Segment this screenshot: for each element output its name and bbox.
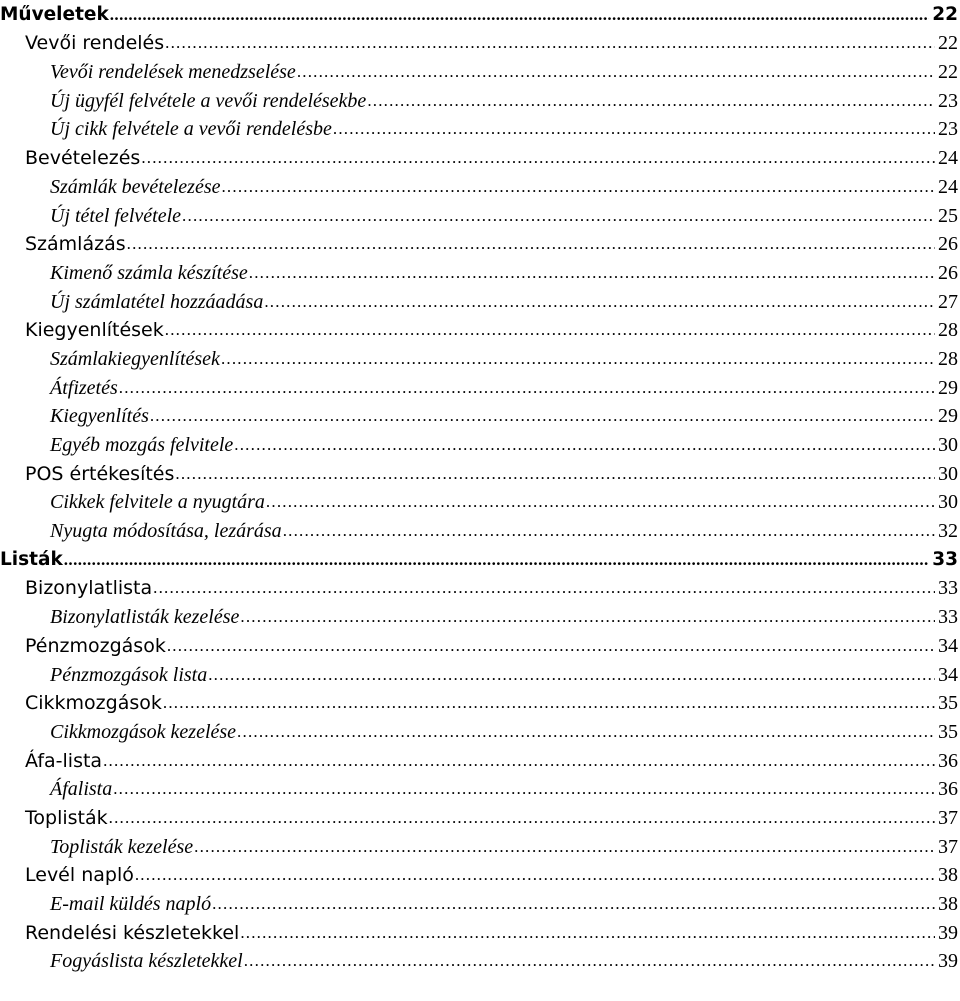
toc-page-number: 37 (938, 835, 958, 858)
toc-entry-title: Vevői rendelések menedzselése (50, 61, 296, 84)
toc-dot-leader (153, 574, 935, 602)
toc-page-number: 30 (938, 462, 958, 485)
toc-dot-leader (212, 890, 935, 918)
toc-entry-title: Számlák bevételezése (50, 175, 221, 198)
toc-page-number: 39 (938, 921, 958, 944)
toc-chapter-entry[interactable] (0, 574, 960, 603)
toc-subsection-entry[interactable] (0, 832, 960, 861)
toc-dot-leader (367, 87, 935, 115)
toc-dot-leader (150, 402, 935, 430)
toc-dot-leader (333, 115, 935, 143)
toc-dot-leader (182, 202, 935, 230)
toc-subsection-entry[interactable] (0, 660, 960, 689)
toc-entry-title: Listák (0, 548, 63, 570)
toc-page-number: 29 (938, 376, 958, 399)
toc-dot-leader (249, 259, 935, 287)
toc-section-entry[interactable] (0, 0, 960, 29)
toc-subsection-entry[interactable] (0, 602, 960, 631)
toc-page-number: 35 (938, 692, 958, 715)
toc-chapter-entry[interactable] (0, 459, 960, 488)
toc-page-number: 26 (938, 261, 958, 284)
toc-dot-leader (127, 230, 935, 258)
toc-chapter-entry[interactable] (0, 689, 960, 718)
toc-dot-leader (109, 804, 935, 832)
toc-subsection-entry[interactable] (0, 287, 960, 316)
toc-dot-leader (208, 661, 935, 689)
toc-page-number: 34 (938, 634, 958, 657)
toc-page-number: 37 (938, 806, 958, 829)
toc-entry-title: Toplisták (25, 806, 108, 829)
toc-dot-leader (113, 775, 935, 803)
toc-entry-title: Számlakiegyenlítések (50, 347, 220, 370)
toc-dot-leader (110, 1, 929, 29)
toc-page-number: 26 (938, 233, 958, 256)
toc-entry-title: Műveletek (0, 3, 109, 25)
toc-entry-title: Rendelési készletekkel (25, 921, 240, 944)
toc-entry-title: Áfa-lista (25, 749, 103, 772)
toc-entry-title: Új ügyfél felvétele a vevői rendelésekbe (50, 89, 367, 112)
toc-entry-title: Kimenő számla készítése (50, 261, 248, 284)
toc-subsection-entry[interactable] (0, 430, 960, 459)
toc-dot-leader (194, 833, 935, 861)
toc-page-number: 22 (938, 61, 958, 84)
toc-dot-leader (240, 603, 935, 631)
toc-subsection-entry[interactable] (0, 373, 960, 402)
toc-page-number: 39 (938, 950, 958, 973)
toc-subsection-entry[interactable] (0, 516, 960, 545)
toc-entry-title: Cikkmozgások (25, 692, 162, 715)
toc-entry-title: Toplisták kezelése (50, 835, 194, 858)
toc-chapter-entry[interactable] (0, 746, 960, 775)
toc-entry-title: Pénzmozgások (25, 634, 166, 657)
toc-entry-title: Áfalista (50, 778, 113, 801)
toc-page-number: 36 (938, 749, 958, 772)
toc-dot-leader (141, 144, 935, 172)
toc-entry-title: Bevételezés (25, 147, 141, 170)
toc-subsection-entry[interactable] (0, 172, 960, 201)
toc-subsection-entry[interactable] (0, 115, 960, 144)
toc-dot-leader (297, 58, 935, 86)
toc-chapter-entry[interactable] (0, 803, 960, 832)
toc-entry-title: POS értékesítés (25, 462, 175, 485)
toc-entry-title: Levél napló (25, 864, 134, 887)
toc-page-number: 38 (938, 893, 958, 915)
toc-dot-leader (283, 517, 935, 545)
toc-dot-leader (64, 546, 929, 574)
toc-entry-title: Cikkek felvitele a nyugtára (50, 491, 265, 514)
toc-page-number: 33 (938, 577, 958, 600)
toc-chapter-entry[interactable] (0, 918, 960, 947)
toc-dot-leader (264, 288, 935, 316)
toc-page-number: 30 (938, 434, 958, 456)
toc-page-number: 27 (938, 290, 958, 313)
toc-page-number: 24 (938, 175, 958, 198)
toc-chapter-entry[interactable] (0, 29, 960, 58)
toc-subsection-entry[interactable] (0, 488, 960, 517)
toc-dot-leader (163, 689, 935, 717)
toc-subsection-entry[interactable] (0, 402, 960, 431)
toc-entry-title: Új számlatétel hozzáadása (50, 290, 264, 313)
toc-dot-leader (165, 316, 935, 344)
toc-page-number: 23 (938, 118, 958, 141)
toc-subsection-entry[interactable] (0, 947, 960, 976)
toc-chapter-entry[interactable] (0, 230, 960, 259)
toc-dot-leader (165, 29, 935, 57)
toc-page-number: 34 (938, 663, 958, 686)
toc-chapter-entry[interactable] (0, 316, 960, 345)
toc-dot-leader (266, 488, 935, 516)
toc-page-number: 33 (938, 606, 958, 629)
toc-chapter-entry[interactable] (0, 861, 960, 890)
toc-entry-title: Pénzmozgások lista (50, 663, 208, 686)
toc-page-number: 25 (938, 204, 958, 227)
toc-entry-title: Kiegyenlítések (25, 319, 164, 342)
toc-dot-leader (119, 374, 935, 402)
toc-entry-title: Új tétel felvétele (50, 204, 182, 227)
toc-subsection-entry[interactable] (0, 86, 960, 115)
toc-entry-title: Egyéb mozgás felvitele (50, 434, 234, 456)
toc-dot-leader (135, 861, 935, 889)
toc-dot-leader (234, 431, 935, 459)
toc-dot-leader (244, 947, 935, 975)
toc-entry-title: Bizonylatlisták kezelése (50, 606, 240, 629)
toc-subsection-entry[interactable] (0, 258, 960, 287)
toc-entry-title: Vevői rendelés (25, 32, 165, 55)
toc-page-number: 30 (938, 491, 958, 514)
toc-page-number: 35 (938, 720, 958, 743)
toc-subsection-entry[interactable] (0, 717, 960, 746)
toc-dot-leader (103, 747, 935, 775)
toc-entry-title: E-mail küldés napló (50, 893, 212, 915)
toc-dot-leader (240, 919, 935, 947)
toc-entry-title: Nyugta módosítása, lezárása (50, 520, 282, 543)
toc-subsection-entry[interactable] (0, 344, 960, 373)
toc-subsection-entry[interactable] (0, 57, 960, 86)
toc-subsection-entry[interactable] (0, 775, 960, 804)
toc-entry-title: Cikkmozgások kezelése (50, 720, 237, 743)
toc-dot-leader (221, 173, 935, 201)
toc-page-number: 23 (938, 89, 958, 112)
toc-dot-leader (221, 345, 935, 373)
toc-entry-title: Bizonylatlista (25, 577, 153, 600)
toc-page-number: 22 (938, 32, 958, 55)
toc-subsection-entry[interactable] (0, 889, 960, 918)
toc-page-number: 28 (938, 347, 958, 370)
toc-entry-title: Kiegyenlítés (50, 405, 149, 428)
toc-dot-leader (167, 632, 935, 660)
toc-page-number: 29 (938, 405, 958, 428)
toc-page-number: 36 (938, 778, 958, 801)
toc-entry-title: Új cikk felvétele a vevői rendelésbe (50, 118, 332, 141)
toc-page-number: 28 (938, 319, 958, 342)
toc-entry-title: Fogyáslista készletekkel (50, 950, 243, 973)
toc-page-number: 24 (938, 147, 958, 170)
toc-page-number: 33 (932, 548, 958, 570)
toc-subsection-entry[interactable] (0, 201, 960, 230)
toc-page-number: 38 (938, 864, 958, 887)
toc-dot-leader (237, 718, 935, 746)
toc-entry-title: Számlázás (25, 233, 126, 256)
toc-entry-title: Átfizetés (50, 376, 118, 399)
toc-chapter-entry[interactable] (0, 143, 960, 172)
toc-chapter-entry[interactable] (0, 631, 960, 660)
toc-section-entry[interactable] (0, 545, 960, 574)
toc-page-number: 22 (932, 3, 958, 25)
toc-page-number: 32 (938, 520, 958, 543)
toc-dot-leader (175, 460, 935, 488)
